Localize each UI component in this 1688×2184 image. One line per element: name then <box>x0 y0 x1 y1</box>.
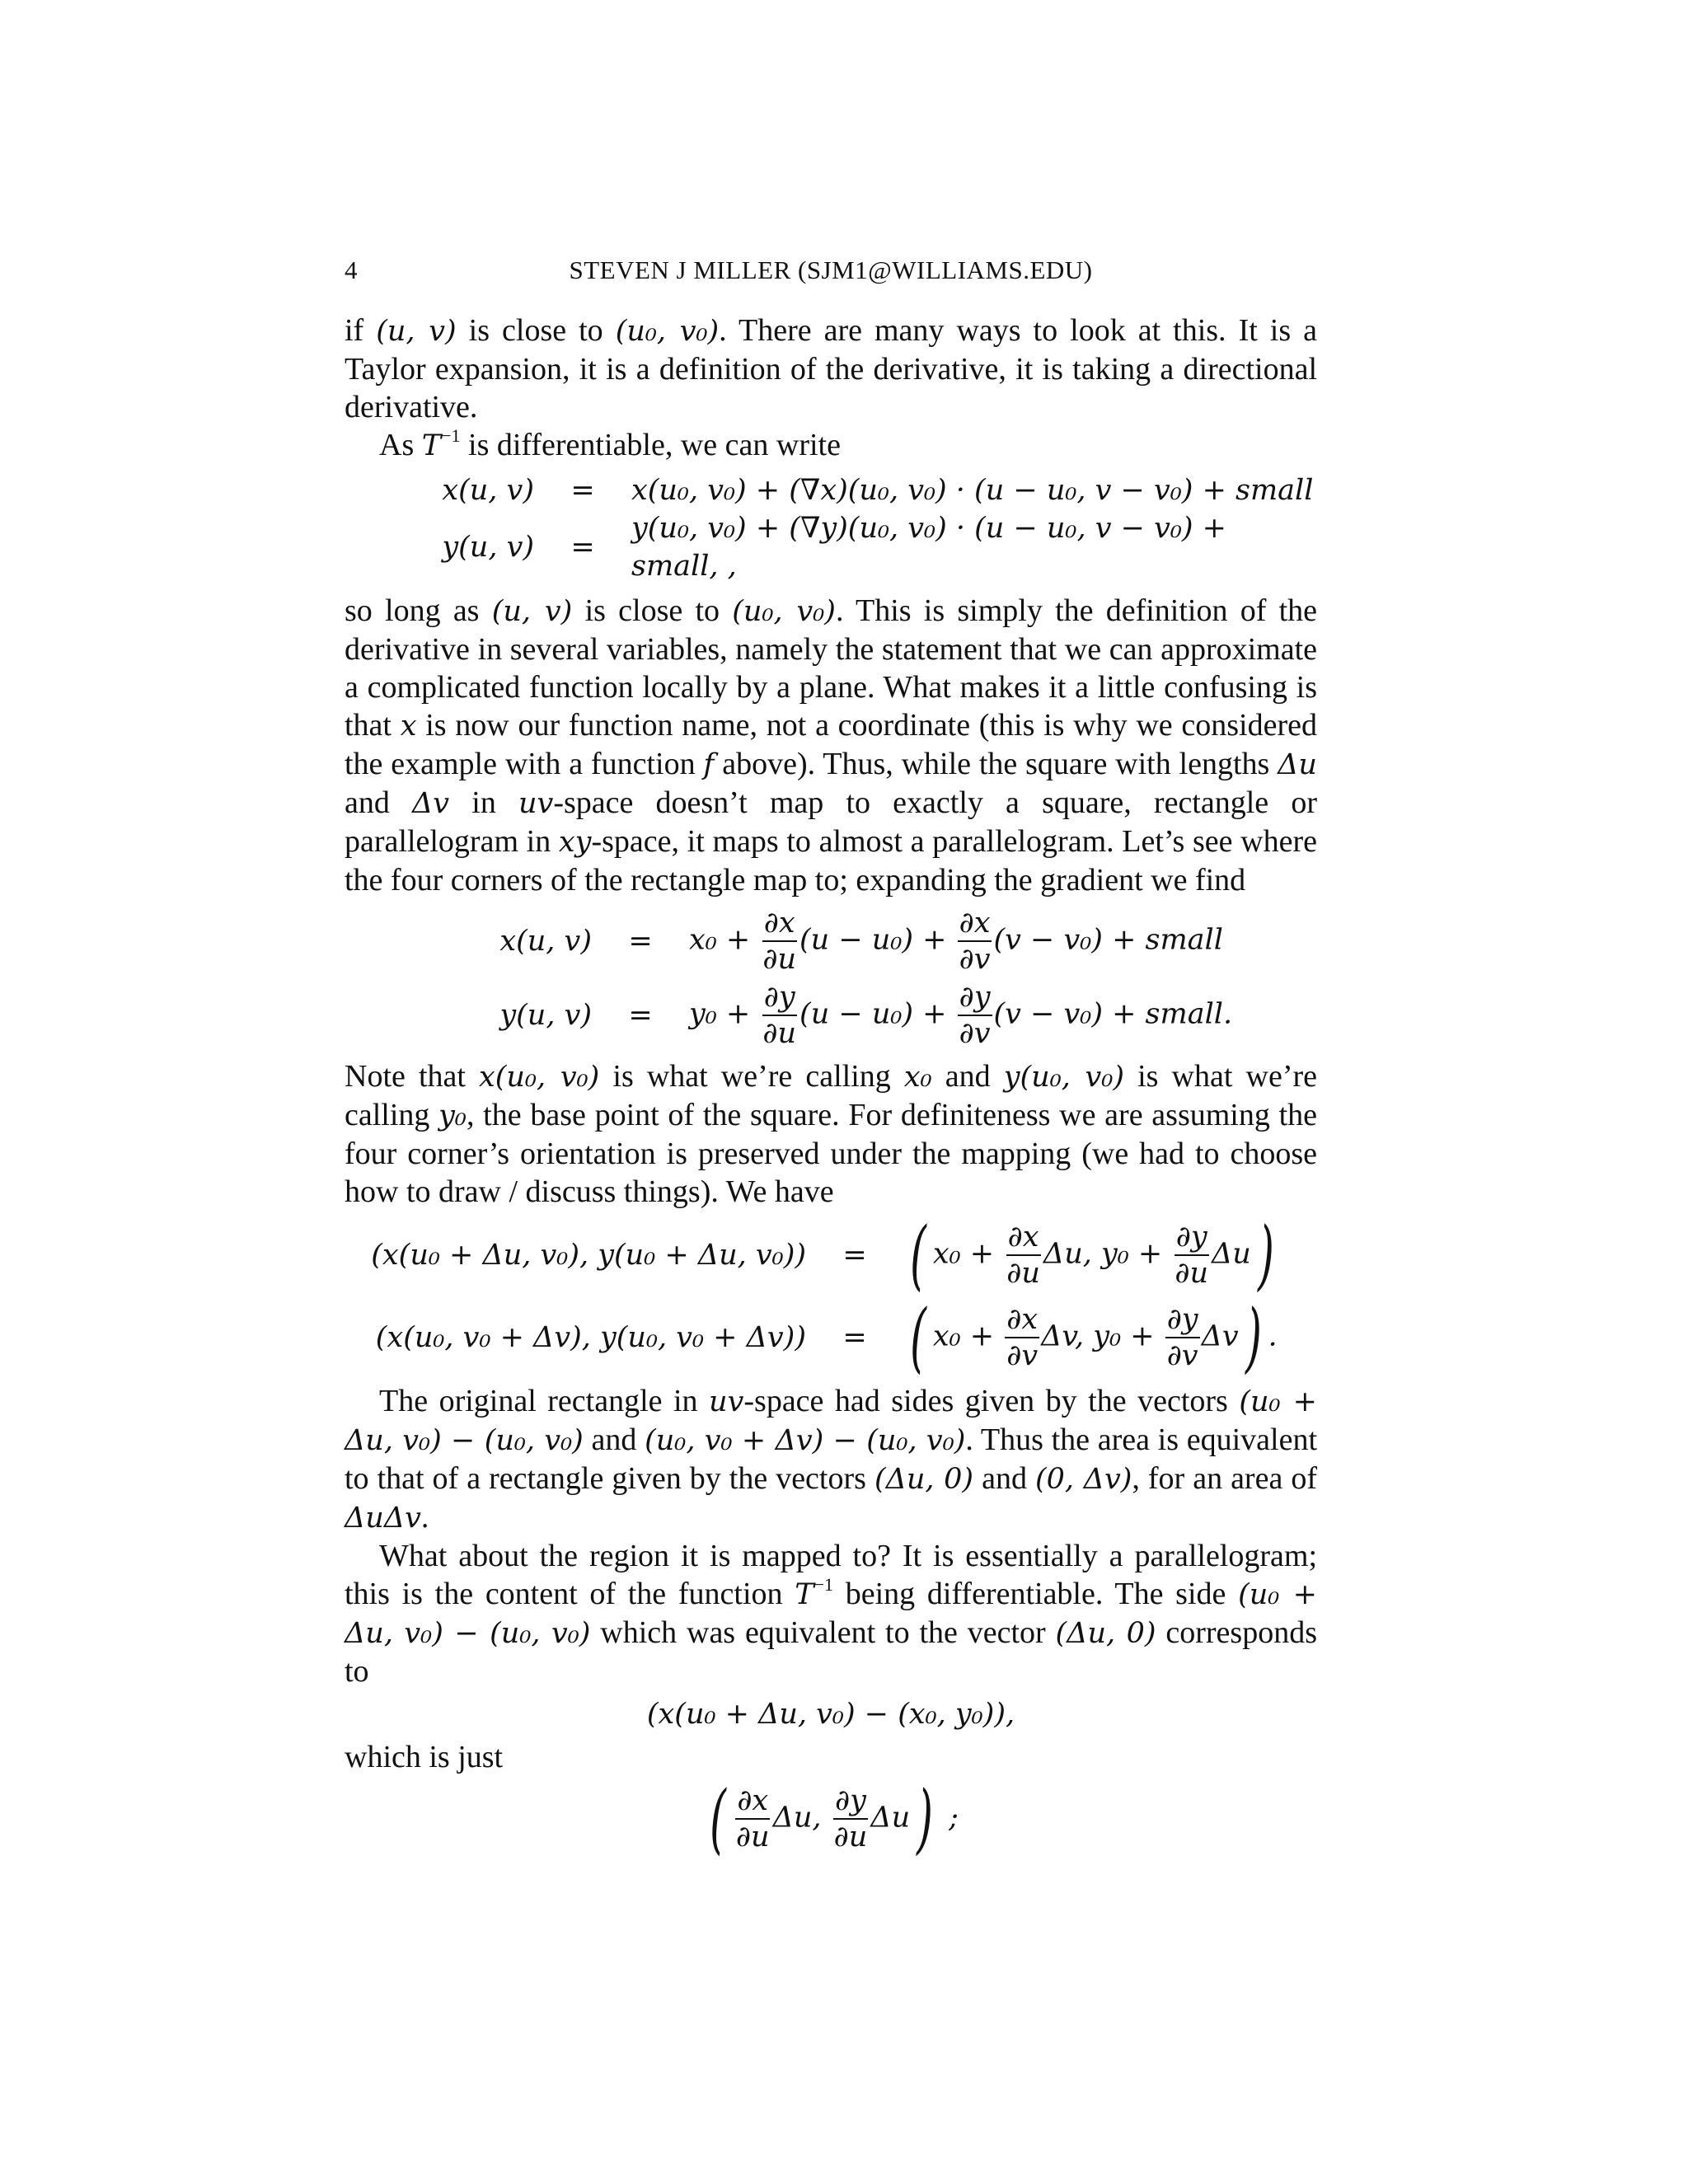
text-run: is now our function name, not a coordinate (this is why we considered the example with a function <box>345 708 1318 781</box>
text-run: and <box>345 785 413 820</box>
math-term: x₀ + <box>932 1319 995 1353</box>
page-header <box>345 255 1317 288</box>
equation-lhs: y(u, v) <box>442 531 534 564</box>
text-run: , the base point of the square. For definiteness we are assuming the four corner’s orientation is preserved under the mapping (we had to choose how to draw / discuss things). We have <box>345 1098 1318 1209</box>
fraction-denominator: ∂u <box>1006 1257 1040 1290</box>
math-term: Δu <box>1212 1237 1251 1271</box>
math-term: Δu <box>870 1801 911 1835</box>
math-term: y₀ + <box>689 997 751 1031</box>
paragraph-6 <box>345 1537 1317 1690</box>
fraction-denominator: ∂v <box>959 1017 991 1050</box>
right-paren: ) <box>1245 1293 1262 1381</box>
math-inline: xy <box>558 826 592 859</box>
math-term: (v − v₀) + small <box>993 923 1223 957</box>
equation-rhs: y(u₀, v₀) + (∇y)(u₀, v₀) · (u − u₀, v − v₀) + small, , <box>631 512 1226 583</box>
fraction <box>1173 1220 1210 1291</box>
math-term: (u − u₀) + <box>799 923 947 957</box>
math-inline: y(u₀, v₀) <box>1003 1061 1125 1094</box>
math-inline: (u₀ + Δu, v₀) − (u₀, v₀) <box>345 1578 1318 1650</box>
math-inline: (Δu, 0) <box>1055 1617 1156 1650</box>
equation-array-3 <box>361 1211 1317 1381</box>
equation-rhs <box>903 1293 1317 1381</box>
math-superscript: −1 <box>814 1574 834 1595</box>
math-inline: x₀ <box>903 1061 932 1094</box>
fraction-numerator: ∂x <box>1006 1220 1041 1256</box>
math-term: (u − u₀) + <box>799 997 947 1031</box>
math-term: Δv, y₀ + <box>1041 1319 1155 1353</box>
equation-relation: = <box>628 999 653 1032</box>
fraction <box>761 906 798 977</box>
text-run: is what we’re calling <box>345 1059 1317 1132</box>
fraction-numerator: ∂x <box>958 906 992 942</box>
text-run: What about the region it is mapped to? It is essentially a parallelogram; this is the content of the function <box>345 1539 1317 1611</box>
math-superscript: −1 <box>441 425 461 446</box>
math-inline: f <box>703 748 715 781</box>
equation-relation: = <box>570 474 595 507</box>
text-run: and <box>583 1422 645 1457</box>
text-run: . <box>420 1500 429 1535</box>
text-run: . Thus the area is equivalent to that of a rectangle given by the vectors <box>345 1422 1317 1496</box>
fraction-denominator: ∂v <box>1166 1339 1198 1372</box>
fraction-denominator: ∂u <box>735 1821 770 1854</box>
math-inline: (Δu, 0) <box>874 1463 974 1496</box>
equation-4: (x(u₀ + Δu, v₀) − (x₀, y₀)), <box>646 1698 1015 1731</box>
fraction-denominator: ∂v <box>959 943 991 976</box>
left-paren: ( <box>910 1293 926 1381</box>
fraction-numerator: ∂y <box>1175 1220 1209 1256</box>
fraction-denominator: ∂u <box>762 1017 797 1050</box>
text-run: being differentiable. The side <box>833 1577 1239 1611</box>
math-inline: (u₀, v₀ + Δv) − (u₀, v₀) <box>645 1424 966 1457</box>
equation-rhs: x(u₀, v₀) + (∇x)(u₀, v₀) · (u − u₀, v − v₀) + small <box>631 474 1314 507</box>
math-term: Δv <box>1201 1319 1239 1353</box>
text-run: -space, it maps to almost a parallelogram. Let’s see where the four corners of the rectangle map to; expanding the gradient we find <box>345 824 1317 898</box>
fraction <box>1005 1302 1039 1373</box>
equation-relation: = <box>628 925 653 958</box>
paragraph-4 <box>345 1057 1317 1211</box>
paragraph-5 <box>345 1382 1317 1537</box>
equation-array-2 <box>460 906 1317 1051</box>
math-term: (v − v₀) + small. <box>993 997 1233 1031</box>
text-run: , for an area of <box>1132 1461 1317 1496</box>
fraction <box>1165 1302 1200 1373</box>
page-number: 4 <box>345 255 358 284</box>
math-term: Δu, <box>772 1801 822 1835</box>
equation-array-1 <box>386 471 1317 585</box>
fraction <box>958 906 992 977</box>
paragraph-2 <box>345 426 1317 465</box>
paragraph-7 <box>345 1738 1317 1776</box>
fraction <box>761 980 798 1051</box>
fraction-denominator: ∂u <box>1175 1257 1209 1290</box>
text-run: The original rectangle in <box>379 1384 710 1418</box>
fraction-numerator: ∂x <box>762 906 797 942</box>
equation-relation: = <box>570 531 595 564</box>
fraction-denominator: ∂v <box>1006 1339 1039 1372</box>
text-run: so long as <box>345 593 492 628</box>
left-paren: ( <box>910 1211 926 1299</box>
equation-lhs: x(u, v) <box>499 925 592 958</box>
text-run: and <box>931 1059 1004 1094</box>
text-run: is close to <box>456 313 616 348</box>
fraction-numerator: ∂x <box>735 1783 770 1820</box>
page-body <box>345 312 1317 1862</box>
text-run: is close to <box>572 593 733 628</box>
equation-lhs: y(u, v) <box>499 999 592 1032</box>
text-run: and <box>973 1461 1035 1496</box>
math-inline: (0, Δv) <box>1034 1463 1132 1496</box>
text-run: which is just <box>345 1740 504 1774</box>
text-run: As <box>379 428 422 462</box>
equation-lhs: x(u, v) <box>442 474 534 507</box>
math-inline: (u₀, v₀) <box>732 595 836 628</box>
math-inline: uv <box>518 787 554 820</box>
text-run: -space had sides given by the vectors <box>743 1384 1240 1418</box>
equation-relation: = <box>842 1321 867 1354</box>
equation-5 <box>345 1774 1317 1863</box>
fraction <box>832 1783 870 1854</box>
text-run: which was equivalent to the vector <box>590 1615 1056 1650</box>
fraction-numerator: ∂y <box>1165 1302 1200 1338</box>
text-run: . This is simply the definition of the derivative in several variables, namely the statement that we can approximate a complicated function locally by a plane. What makes it a little confusing is that <box>345 593 1318 743</box>
fraction <box>958 980 992 1051</box>
math-inline: Δv <box>412 787 450 820</box>
math-term: . <box>1268 1319 1278 1353</box>
math-inline: (u, v) <box>491 595 573 628</box>
text-run: above). Thus, while the square with lengths <box>714 747 1278 781</box>
fraction-numerator: ∂y <box>958 980 992 1016</box>
fraction-numerator: ∂y <box>762 980 797 1016</box>
paragraph-1 <box>345 312 1317 426</box>
math-term: x₀ + <box>689 923 751 957</box>
fraction-denominator: ∂u <box>833 1821 868 1854</box>
text-run: -space doesn’t map to exactly a square, rectangle or parallelogram in <box>345 785 1317 859</box>
math-inline: uv <box>709 1385 744 1418</box>
left-paren: ( <box>710 1774 726 1863</box>
fraction <box>1005 1220 1042 1291</box>
equation-rhs <box>689 906 1317 977</box>
math-inline: (u₀ + Δu, v₀) − (u₀, v₀) <box>345 1385 1317 1457</box>
math-inline: Δu <box>1278 748 1317 781</box>
text-run: . There are many ways to look at this. It is a Taylor expansion, it is a definition of the derivative, it is taking a directional derivative. <box>345 313 1318 424</box>
math-inline: (u₀, v₀) <box>615 315 720 348</box>
text-run: corresponds to <box>345 1615 1317 1689</box>
fraction-numerator: ∂x <box>1005 1302 1039 1338</box>
text-run: Note that <box>345 1059 480 1094</box>
math-term: x₀ + <box>932 1237 995 1271</box>
equation-lhs: (x(u₀ + Δu, v₀), y(u₀ + Δu, v₀)) <box>371 1239 806 1272</box>
right-paren: ) <box>1257 1211 1274 1299</box>
math-inline: T <box>795 1578 814 1611</box>
math-term: Δu, y₀ + <box>1043 1237 1163 1271</box>
text-run: in <box>449 785 518 820</box>
math-inline: x <box>400 710 417 743</box>
math-inline: y₀ <box>438 1099 467 1132</box>
running-head: STEVEN J MILLER (SJM1@WILLIAMS.EDU) <box>569 255 1093 284</box>
math-inline: T <box>421 429 442 462</box>
equation-rhs <box>903 1211 1317 1299</box>
text-run: is differentiable, we can write <box>460 428 841 462</box>
text-run: if <box>345 313 377 348</box>
right-paren: ) <box>917 1774 933 1863</box>
equation-relation: = <box>842 1239 867 1272</box>
fraction-denominator: ∂u <box>762 943 797 976</box>
paragraph-3 <box>345 592 1317 899</box>
math-inline: ΔuΔv <box>345 1502 421 1535</box>
math-inline: (u, v) <box>376 315 457 348</box>
math-inline: x(u₀, v₀) <box>479 1061 600 1094</box>
equation-lhs: (x(u₀, v₀ + Δv), y(u₀, v₀ + Δv)) <box>375 1321 806 1354</box>
fraction-numerator: ∂y <box>833 1783 868 1820</box>
text-run: is what we’re calling <box>599 1059 904 1094</box>
fraction <box>734 1783 771 1854</box>
math-term: ; <box>949 1801 959 1835</box>
equation-rhs <box>689 980 1317 1051</box>
